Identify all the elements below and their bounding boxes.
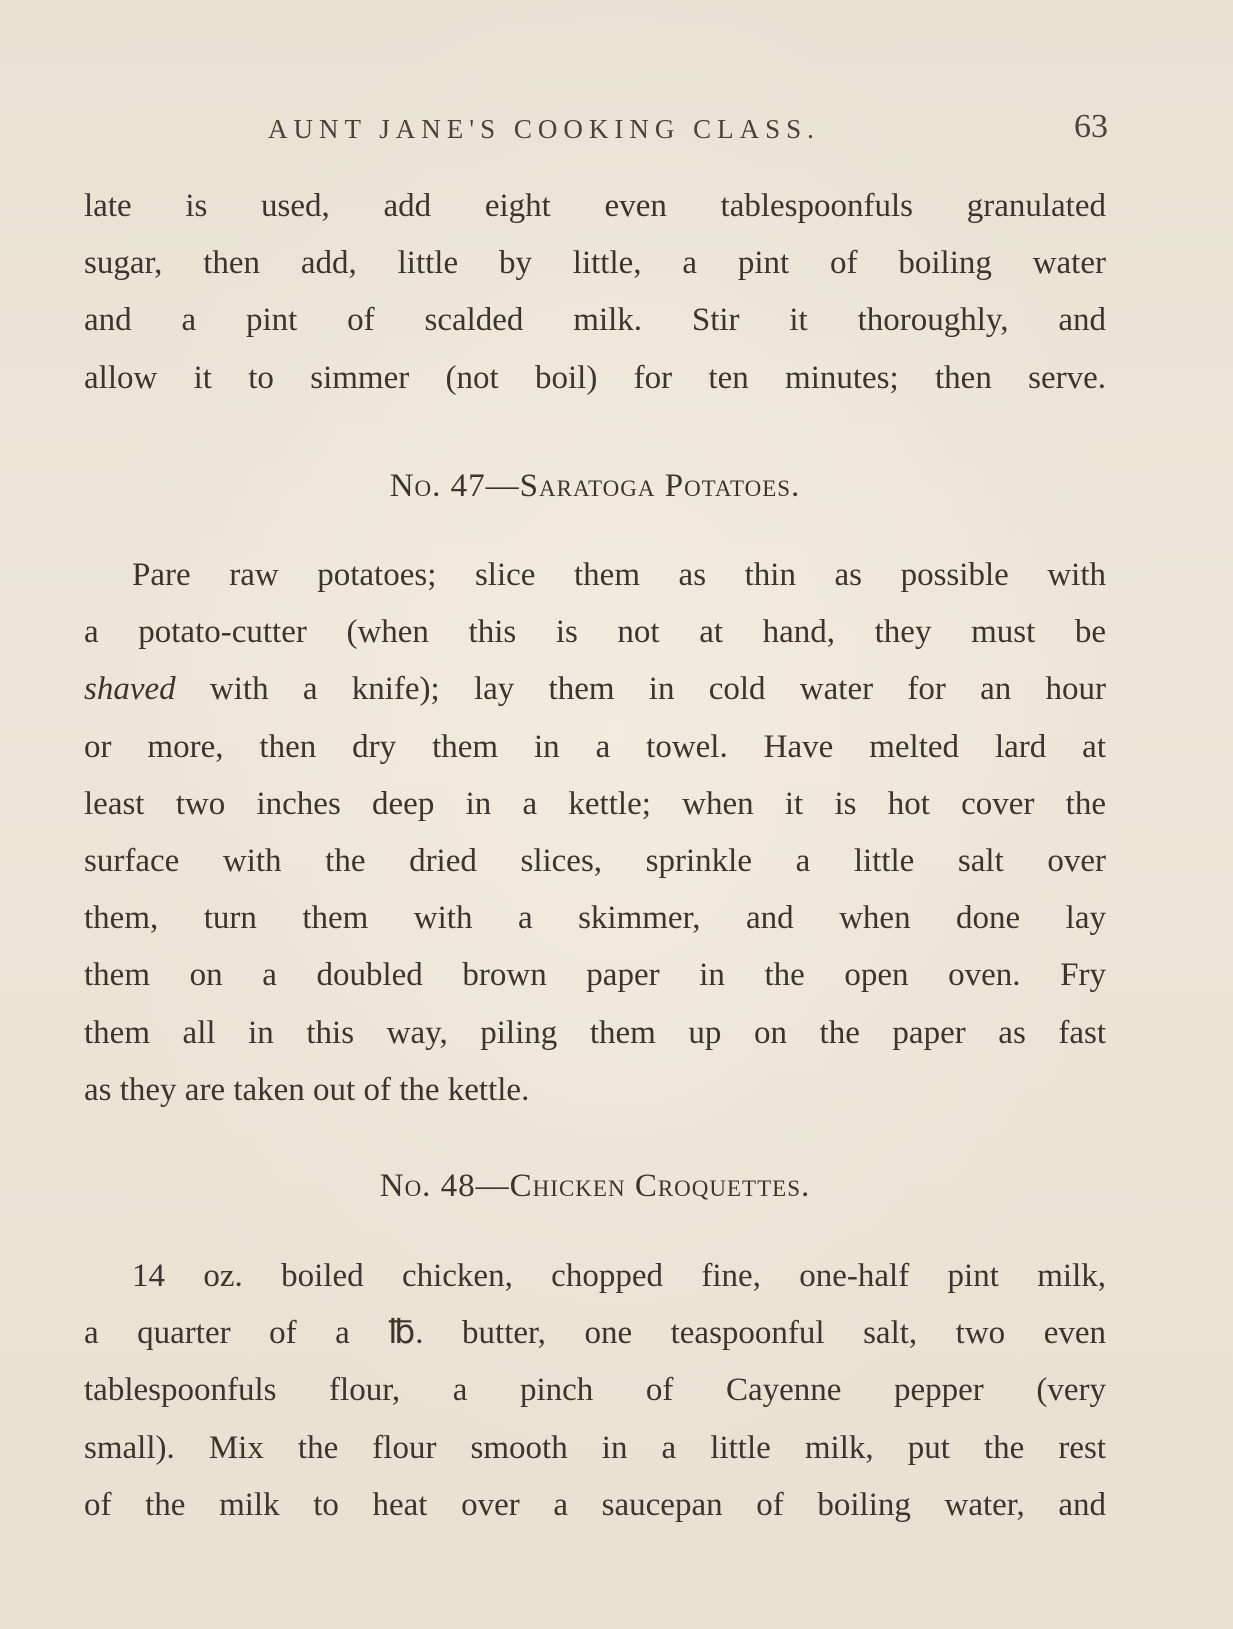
text-line: late is used, add eight even tablespoonfuls granulated (84, 188, 1106, 224)
text-line: allow it to simmer (not boil) for ten minutes; then serve. (84, 359, 1106, 396)
text-line: them all in this way, piling them up on the paper as fast (84, 1014, 1106, 1051)
text-line: of the milk to heat over a saucepan of boiling water, and (84, 1486, 1106, 1523)
text-line: them on a doubled brown paper in the open oven. Fry (84, 957, 1106, 994)
running-title: AUNT JANE'S COOKING CLASS. (268, 114, 820, 144)
text-line: and a pint of scalded milk. Stir it thoroughly, and (84, 302, 1106, 339)
text-line: least two inches deep in a kettle; when it is hot cover the (84, 785, 1106, 822)
page-header (268, 108, 1108, 152)
paragraph-continued (84, 178, 1106, 407)
text-line: them, turn them with a skimmer, and when done lay (84, 900, 1106, 937)
text-line: a potato-cutter (when this is not at hand, they must be (84, 614, 1106, 651)
recipe-heading-47: No. 47—Saratoga Potatoes. (389, 468, 801, 504)
recipe-48-body (84, 1248, 1106, 1534)
text-line: Pare raw potatoes; slice them as thin as possible with (132, 557, 1106, 593)
text-line (84, 661, 1106, 718)
text-line: or more, then dry them in a towel. Have melted lard at (84, 728, 1106, 765)
recipe-heading-48: No. 48—Chicken Croquettes. (379, 1168, 811, 1204)
text-line: tablespoonfuls flour, a pinch of Cayenne pepper (very (84, 1372, 1106, 1409)
text-line: 14 oz. boiled chicken, chopped fine, one-half pint milk, (132, 1258, 1106, 1294)
text-line: a quarter of a ℔. butter, one teaspoonful salt, two even (84, 1315, 1106, 1352)
text-line: sugar, then add, little by little, a pint of boiling water (84, 245, 1106, 282)
italic-word: shaved (84, 671, 176, 708)
text-fragment: with a knife); lay them in cold water for an hour (175, 671, 1106, 708)
text-line: as they are taken out of the kettle. (84, 1071, 530, 1108)
recipe-47-body (84, 547, 1106, 1119)
text-line: small). Mix the flour smooth in a little milk, put the rest (84, 1429, 1106, 1466)
page-number: 63 (1074, 108, 1108, 145)
text-line: surface with the dried slices, sprinkle a little salt over (84, 843, 1106, 880)
